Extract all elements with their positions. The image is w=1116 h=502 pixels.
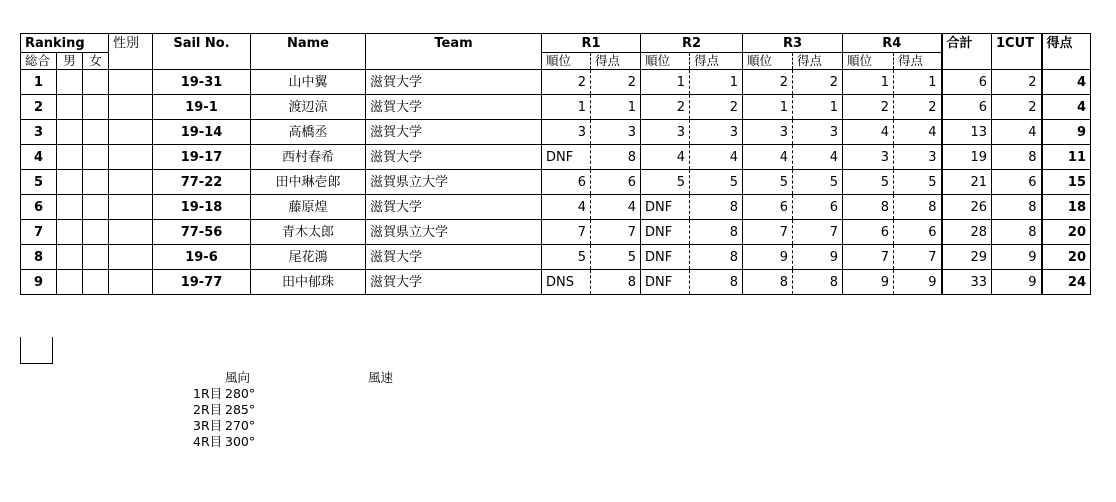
r3-rank-cell: 7	[743, 220, 793, 245]
r3-rank-header: 順位	[743, 53, 793, 70]
r2-rank-cell: DNF	[641, 245, 690, 270]
gender-cell	[109, 220, 153, 245]
total-cell: 21	[942, 170, 992, 195]
team-cell: 滋賀大学	[366, 245, 542, 270]
table-row	[21, 170, 1091, 195]
wind-speed-label: 風速	[368, 370, 394, 385]
team-cell: 滋賀大学	[366, 270, 542, 295]
r4-rank-cell: 1	[843, 70, 894, 95]
male-cell	[57, 220, 83, 245]
male-cell	[57, 95, 83, 120]
female-cell	[83, 120, 109, 145]
rank-cell: 7	[21, 220, 57, 245]
total-cell: 28	[942, 220, 992, 245]
total-cell: 26	[942, 195, 992, 220]
r4-rank-cell: 6	[843, 220, 894, 245]
gender-cell	[109, 270, 153, 295]
r4-rank-cell: 7	[843, 245, 894, 270]
r4-points-cell: 1	[894, 70, 942, 95]
male-cell	[57, 145, 83, 170]
r2-points-cell: 8	[690, 245, 743, 270]
r1-points-cell: 1	[591, 95, 641, 120]
r3-points-cell: 9	[793, 245, 843, 270]
total-cell: 6	[942, 95, 992, 120]
cut-cell: 4	[992, 120, 1042, 145]
r3-points-cell: 5	[793, 170, 843, 195]
rank-cell: 2	[21, 95, 57, 120]
r4-rank-cell: 2	[843, 95, 894, 120]
r1-points-cell: 3	[591, 120, 641, 145]
gender-cell	[109, 170, 153, 195]
gender-cell	[109, 195, 153, 220]
total-cell: 29	[942, 245, 992, 270]
score-cell: 15	[1042, 170, 1091, 195]
male-cell	[57, 120, 83, 145]
cut-cell: 2	[992, 70, 1042, 95]
r3-points-cell: 3	[793, 120, 843, 145]
female-cell	[83, 220, 109, 245]
table-row	[21, 195, 1091, 220]
wind-direction-value: 270°	[225, 418, 256, 433]
sail-no-cell: 19-18	[153, 195, 251, 220]
empty-rank-box	[20, 337, 53, 364]
score-header-blank	[1042, 53, 1091, 70]
r3-rank-cell: 9	[743, 245, 793, 270]
r4-rank-cell: 4	[843, 120, 894, 145]
wind-direction-value: 300°	[225, 434, 256, 449]
r4-rank-header: 順位	[843, 53, 894, 70]
r2-points-cell: 1	[690, 70, 743, 95]
r2-rank-cell: DNF	[641, 220, 690, 245]
score-cell: 24	[1042, 270, 1091, 295]
total-header-blank	[942, 53, 992, 70]
sail-no-cell: 77-22	[153, 170, 251, 195]
gender-header: 性別	[109, 34, 153, 53]
wind-direction-value: 285°	[225, 402, 256, 417]
r4-points-header: 得点	[894, 53, 942, 70]
r1-rank-cell: 1	[542, 95, 591, 120]
total-cell: 6	[942, 70, 992, 95]
r1-points-cell: 5	[591, 245, 641, 270]
r4-rank-cell: 8	[843, 195, 894, 220]
male-cell	[57, 170, 83, 195]
r2-header: R2	[641, 34, 743, 53]
name-cell: 西村春希	[251, 145, 366, 170]
rank-cell: 3	[21, 120, 57, 145]
male-cell	[57, 70, 83, 95]
sail-no-cell: 77-56	[153, 220, 251, 245]
sail-no-cell: 19-17	[153, 145, 251, 170]
gender-cell	[109, 95, 153, 120]
r4-points-cell: 6	[894, 220, 942, 245]
r3-rank-cell: 4	[743, 145, 793, 170]
r3-rank-cell: 2	[743, 70, 793, 95]
r2-rank-cell: DNF	[641, 270, 690, 295]
gender-cell	[109, 245, 153, 270]
r3-points-cell: 2	[793, 70, 843, 95]
r4-rank-cell: 9	[843, 270, 894, 295]
r3-points-cell: 4	[793, 145, 843, 170]
total-header: 合計	[942, 34, 992, 53]
wind-race-label: 3R目	[193, 418, 223, 433]
r1-points-header: 得点	[591, 53, 641, 70]
table-row	[21, 220, 1091, 245]
rank-cell: 1	[21, 70, 57, 95]
r1-points-cell: 4	[591, 195, 641, 220]
sail-no-cell: 19-31	[153, 70, 251, 95]
r1-points-cell: 6	[591, 170, 641, 195]
total-cell: 13	[942, 120, 992, 145]
gender-cell	[109, 70, 153, 95]
r2-rank-header: 順位	[641, 53, 690, 70]
r4-header: R4	[843, 34, 942, 53]
female-cell	[83, 145, 109, 170]
r3-points-cell: 8	[793, 270, 843, 295]
r3-points-cell: 6	[793, 195, 843, 220]
r2-points-cell: 4	[690, 145, 743, 170]
sail-no-cell: 19-1	[153, 95, 251, 120]
score-cell: 4	[1042, 70, 1091, 95]
sail-no-cell: 19-77	[153, 270, 251, 295]
team-cell: 滋賀県立大学	[366, 170, 542, 195]
total-cell: 19	[942, 145, 992, 170]
team-cell: 滋賀大学	[366, 120, 542, 145]
name-header: Name	[251, 34, 366, 53]
team-header: Team	[366, 34, 542, 53]
rank-cell: 9	[21, 270, 57, 295]
table-row	[21, 270, 1091, 295]
r1-points-cell: 8	[591, 270, 641, 295]
r4-rank-cell: 5	[843, 170, 894, 195]
r4-points-cell: 8	[894, 195, 942, 220]
name-cell: 尾花鴻	[251, 245, 366, 270]
table-row	[21, 245, 1091, 270]
r4-points-cell: 2	[894, 95, 942, 120]
r1-rank-cell: 4	[542, 195, 591, 220]
r3-rank-cell: 5	[743, 170, 793, 195]
cut-header: 1CUT	[992, 34, 1042, 53]
team-cell: 滋賀大学	[366, 70, 542, 95]
r4-points-cell: 4	[894, 120, 942, 145]
name-cell: 田中郁珠	[251, 270, 366, 295]
r1-header: R1	[542, 34, 641, 53]
r3-points-cell: 7	[793, 220, 843, 245]
r2-points-cell: 8	[690, 220, 743, 245]
header-row-1	[21, 34, 1091, 53]
team-cell: 滋賀県立大学	[366, 220, 542, 245]
cut-cell: 9	[992, 245, 1042, 270]
gender-cell	[109, 145, 153, 170]
sail-no-header: Sail No.	[153, 34, 251, 53]
r3-points-cell: 1	[793, 95, 843, 120]
team-cell: 滋賀大学	[366, 195, 542, 220]
cut-header-blank	[992, 53, 1042, 70]
r3-header: R3	[743, 34, 843, 53]
name-cell: 田中琳壱郎	[251, 170, 366, 195]
r2-points-cell: 8	[690, 270, 743, 295]
r3-rank-cell: 8	[743, 270, 793, 295]
overall-header: 総合	[21, 53, 57, 70]
r4-points-cell: 5	[894, 170, 942, 195]
score-cell: 18	[1042, 195, 1091, 220]
female-cell	[83, 195, 109, 220]
sail-no-header-blank	[153, 53, 251, 70]
sail-no-cell: 19-14	[153, 120, 251, 145]
r1-rank-cell: 6	[542, 170, 591, 195]
gender-cell	[109, 120, 153, 145]
r2-points-cell: 2	[690, 95, 743, 120]
team-cell: 滋賀大学	[366, 95, 542, 120]
female-cell	[83, 95, 109, 120]
gender-header-blank	[109, 53, 153, 70]
table-row	[21, 95, 1091, 120]
female-header: 女	[83, 53, 109, 70]
r1-rank-cell: 7	[542, 220, 591, 245]
name-header-blank	[251, 53, 366, 70]
r3-rank-cell: 1	[743, 95, 793, 120]
r2-points-cell: 5	[690, 170, 743, 195]
team-cell: 滋賀大学	[366, 145, 542, 170]
wind-direction-label: 風向	[225, 370, 251, 385]
results-table	[20, 33, 1091, 295]
name-cell: 山中翼	[251, 70, 366, 95]
score-cell: 9	[1042, 120, 1091, 145]
r1-rank-cell: 5	[542, 245, 591, 270]
wind-race-label: 4R目	[193, 434, 223, 449]
r1-rank-cell: DNS	[542, 270, 591, 295]
cut-cell: 8	[992, 220, 1042, 245]
r4-points-cell: 7	[894, 245, 942, 270]
r4-points-cell: 9	[894, 270, 942, 295]
female-cell	[83, 245, 109, 270]
male-cell	[57, 195, 83, 220]
r2-points-cell: 8	[690, 195, 743, 220]
cut-cell: 9	[992, 270, 1042, 295]
r1-rank-header: 順位	[542, 53, 591, 70]
r3-rank-cell: 6	[743, 195, 793, 220]
score-cell: 20	[1042, 220, 1091, 245]
r4-points-cell: 3	[894, 145, 942, 170]
total-cell: 33	[942, 270, 992, 295]
score-header: 得点	[1042, 34, 1091, 53]
r2-points-header: 得点	[690, 53, 743, 70]
score-cell: 11	[1042, 145, 1091, 170]
cut-cell: 8	[992, 195, 1042, 220]
name-cell: 藤原煌	[251, 195, 366, 220]
r2-points-cell: 3	[690, 120, 743, 145]
team-header-blank	[366, 53, 542, 70]
table-row	[21, 145, 1091, 170]
sail-no-cell: 19-6	[153, 245, 251, 270]
male-cell	[57, 245, 83, 270]
table-row	[21, 70, 1091, 95]
r2-rank-cell: 2	[641, 95, 690, 120]
name-cell: 渡辺涼	[251, 95, 366, 120]
female-cell	[83, 170, 109, 195]
female-cell	[83, 270, 109, 295]
male-header: 男	[57, 53, 83, 70]
r2-rank-cell: 5	[641, 170, 690, 195]
score-cell: 20	[1042, 245, 1091, 270]
wind-race-label: 1R目	[193, 386, 223, 401]
male-cell	[57, 270, 83, 295]
cut-cell: 8	[992, 145, 1042, 170]
cut-cell: 6	[992, 170, 1042, 195]
wind-race-label: 2R目	[193, 402, 223, 417]
female-cell	[83, 70, 109, 95]
table-row	[21, 120, 1091, 145]
wind-direction-value: 280°	[225, 386, 256, 401]
r1-rank-cell: 3	[542, 120, 591, 145]
score-cell: 4	[1042, 95, 1091, 120]
rank-cell: 6	[21, 195, 57, 220]
r1-points-cell: 7	[591, 220, 641, 245]
r3-points-header: 得点	[793, 53, 843, 70]
header-row-2	[21, 53, 1091, 70]
r4-rank-cell: 3	[843, 145, 894, 170]
r2-rank-cell: 3	[641, 120, 690, 145]
r1-rank-cell: 2	[542, 70, 591, 95]
r3-rank-cell: 3	[743, 120, 793, 145]
rank-cell: 5	[21, 170, 57, 195]
name-cell: 青木太郎	[251, 220, 366, 245]
r1-points-cell: 8	[591, 145, 641, 170]
r2-rank-cell: DNF	[641, 195, 690, 220]
r1-rank-cell: DNF	[542, 145, 591, 170]
r2-rank-cell: 1	[641, 70, 690, 95]
r2-rank-cell: 4	[641, 145, 690, 170]
rank-cell: 8	[21, 245, 57, 270]
cut-cell: 2	[992, 95, 1042, 120]
name-cell: 高橋丞	[251, 120, 366, 145]
ranking-header: Ranking	[21, 34, 109, 53]
r1-points-cell: 2	[591, 70, 641, 95]
rank-cell: 4	[21, 145, 57, 170]
